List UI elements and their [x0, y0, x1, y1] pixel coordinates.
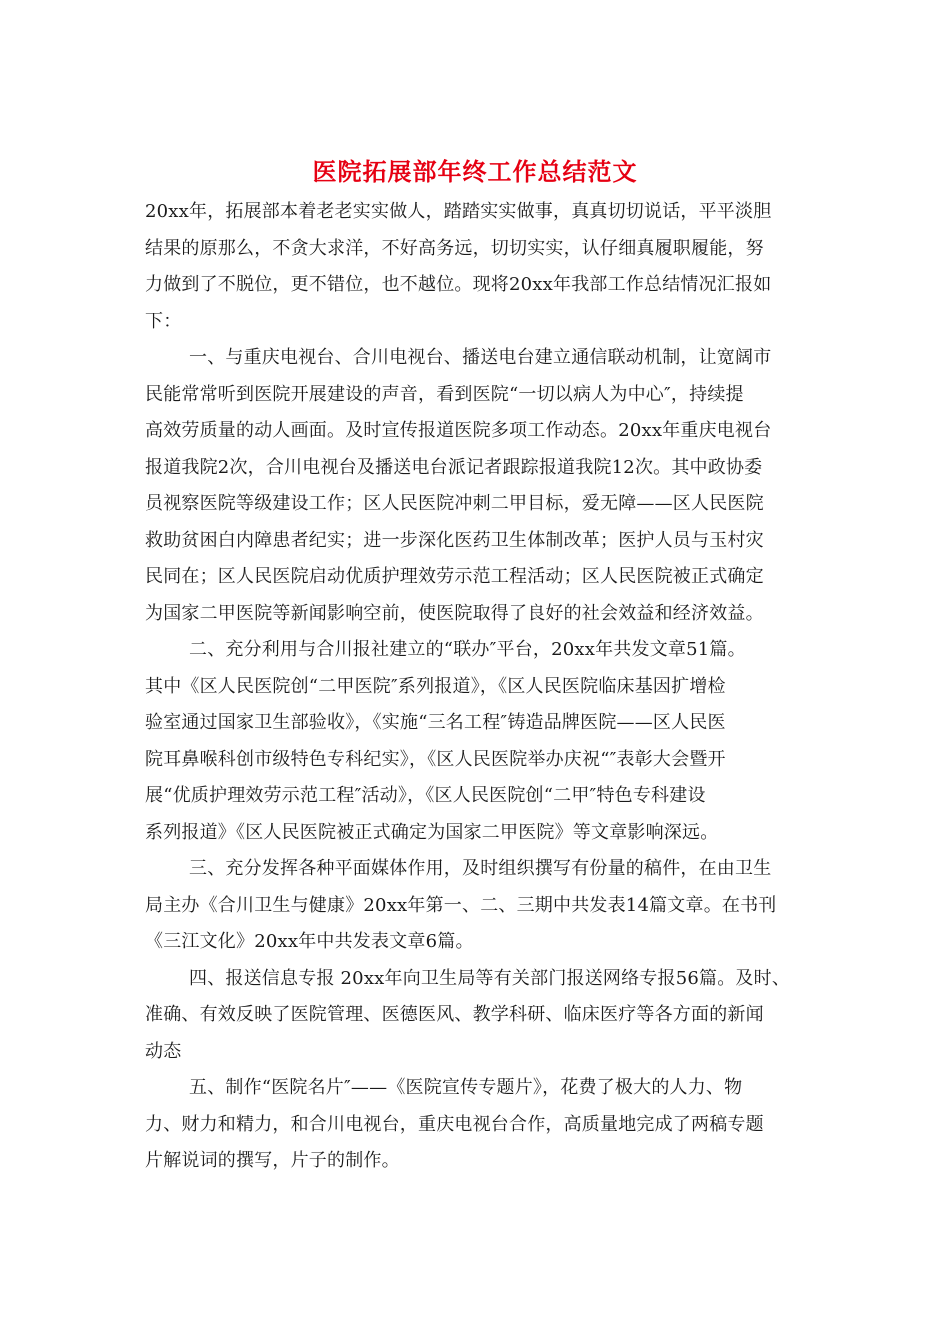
text-line: 下： — [145, 310, 182, 332]
text-line: 结果的原那么，不贪大求洋，不好高务远，切切实实，认仔细真履职履能，努 — [145, 237, 764, 259]
text-line: 《三江文化》20xx年中共发表文章6篇。 — [145, 931, 474, 952]
text-line: 院耳鼻喉科创市级特色专科纪实》，《区人民医院举办庆祝“″表彰大会暨开 — [145, 748, 726, 770]
text-line: 动态 — [145, 1040, 182, 1062]
text-line: 局主办《合川卫生与健康》20xx年第一、二、三期中共发表14篇文章。在书刊 — [145, 894, 777, 916]
document-body — [145, 194, 825, 1180]
text-line: 准确、有效反映了医院管理、医德医风、教学科研、临床医疗等各方面的新闻 — [145, 1004, 764, 1025]
text-line: 验室通过国家卫生部验收》，《实施“三名工程″铸造品牌医院——区人民医 — [145, 712, 726, 733]
paragraph-start-line: 五、制作“医院名片″——《医院宣传专题片》，花费了极大的人力、物 — [189, 1077, 743, 1098]
text-line: 高效劳质量的动人画面。及时宣传报道医院多项工作动态。20xx年重庆电视台 — [145, 420, 772, 441]
paragraph-start-line: 四、报送信息专报 20xx年向卫生局等有关部门报送网络专报56篇。及时、 — [189, 967, 791, 989]
text-line: 员视察医院等级建设工作；区人民医院冲刺二甲目标，爱无障——区人民医院 — [145, 493, 764, 514]
paragraph-start-line: 三、充分发挥各种平面媒体作用，及时组织撰写有份量的稿件，在由卫生 — [189, 858, 772, 879]
paragraph-start-line: 二、充分利用与合川报社建立的“联办″平台，20xx年共发文章51篇。 — [189, 639, 746, 660]
text-line: 为国家二甲医院等新闻影响空前，使医院取得了良好的社会效益和经济效益。 — [145, 602, 764, 624]
text-line: 救助贫困白内障患者纪实；进一步深化医药卫生体制改革；医护人员与玉村灾 — [145, 529, 764, 551]
text-line: 力、财力和精力，和合川电视台，重庆电视台合作，高质量地完成了两稿专题 — [145, 1113, 764, 1135]
text-line: 民同在；区人民医院启动优质护理效劳示范工程活动；区人民医院被正式确定 — [145, 566, 764, 587]
text-line: 其中《区人民医院创“二甲医院″系列报道》，《区人民医院临床基因扩增检 — [145, 675, 726, 697]
text-line: 片解说词的撰写，片子的制作。 — [145, 1150, 400, 1171]
text-line: 展“优质护理效劳示范工程″活动》，《区人民医院创“二甲″特色专科建设 — [145, 785, 706, 806]
text-line: 20xx年，拓展部本着老老实实做人，踏踏实实做事，真真切切说话，平平淡胆 — [145, 201, 772, 222]
text-line: 力做到了不脱位，更不错位，也不越位。现将20xx年我部工作总结情况汇报如 — [145, 274, 772, 295]
document-title: 医院拓展部年终工作总结范文 — [312, 157, 638, 186]
text-line: 报道我院2次，合川电视台及播送电台派记者跟踪报道我院12次。其中政协委 — [145, 456, 763, 478]
text-line: 民能常常听到医院开展建设的声音，看到医院“一切以病人为中心″，持续提 — [145, 383, 744, 405]
paragraph-start-line: 一、与重庆电视台、合川电视台、播送电台建立通信联动机制，让宽阔市 — [189, 347, 772, 368]
text-line: 系列报道》《区人民医院被正式确定为国家二甲医院》等文章影响深远。 — [145, 821, 719, 843]
